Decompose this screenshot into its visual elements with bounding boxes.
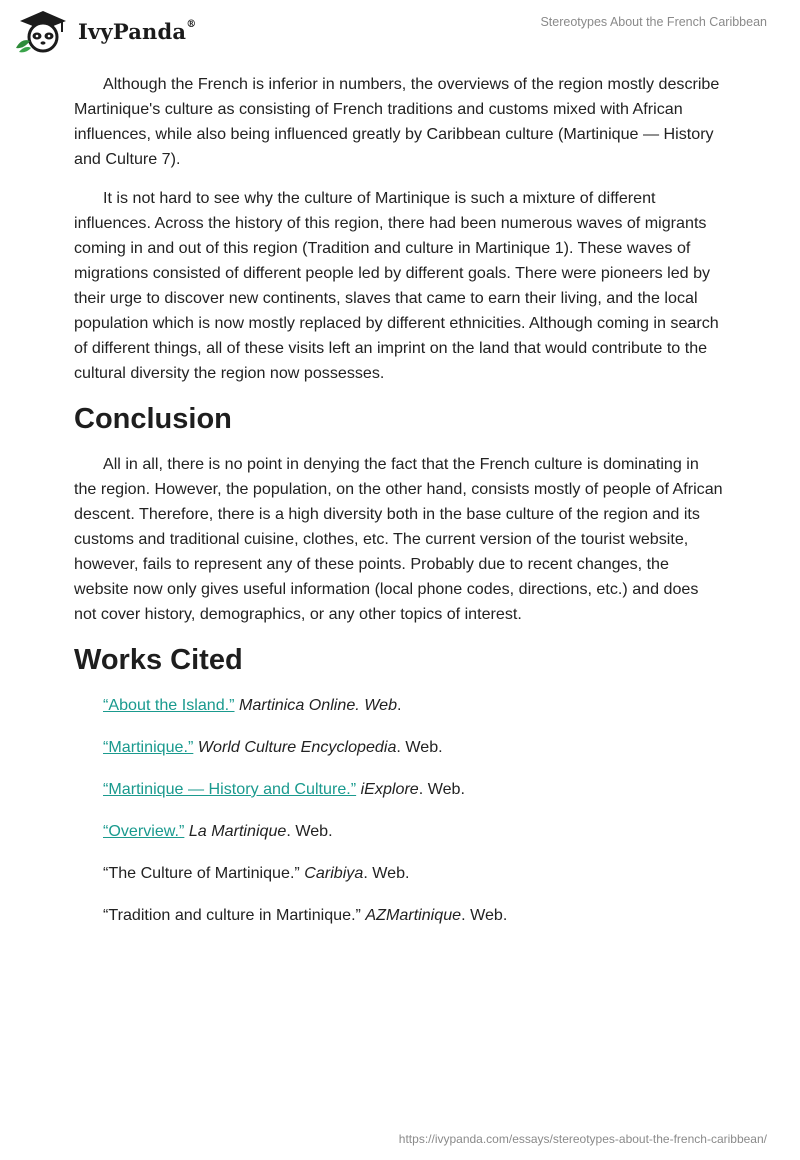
citation-source: iExplore: [360, 780, 419, 798]
page-header: [0, 0, 800, 60]
citation: [103, 903, 724, 928]
citation: [103, 861, 724, 886]
citation-tail: . Web.: [286, 822, 333, 840]
essay-content: [74, 72, 724, 945]
citation-tail: . Web.: [461, 906, 508, 924]
conclusion-heading: Conclusion: [74, 403, 232, 435]
citation-source: La Martinique: [188, 822, 287, 840]
citation: [103, 819, 724, 844]
citation-link[interactable]: “About the Island.”: [103, 696, 235, 714]
citation-tail: .: [397, 696, 402, 714]
citation-tail: . Web.: [363, 864, 410, 882]
citation-title: “Tradition and culture in Martinique.”: [103, 906, 361, 924]
citation-link[interactable]: “Martinique.”: [103, 738, 194, 756]
works-cited-heading: Works Cited: [74, 644, 243, 676]
paragraph: All in all, there is no point in denying the fact that the French culture is dominating in the region. However, the population, on the other hand, consists mostly of people of African descent. Therefore, there is a high diversity both in the base culture of the region and its customs and traditional cuisine, clothes, etc. The current version of the tourist website, however, fails to represent any of these points. Probably due to recent changes, the website now only gives useful information (local phone codes, directions, etc.) and does not cover history, demographics, or any other topics of interest.: [74, 455, 723, 623]
citation-source: World Culture Encyclopedia: [197, 738, 397, 756]
citation-tail: . Web.: [396, 738, 443, 756]
citation-source: Caribiya: [304, 864, 364, 882]
citation-source: Martinica Online. Web: [239, 696, 398, 714]
citation-source: AZMartinique: [365, 906, 462, 924]
logo-text: IvyPanda®: [78, 18, 197, 44]
page-header-title: Stereotypes About the French Caribbean: [540, 15, 767, 29]
paragraph: Although the French is inferior in numbers, the overviews of the region mostly describe Martinique's culture as consisting of French traditions and customs mixed with African influences, while also being influenced greatly by Caribbean culture (Martinique — History and Culture 7).: [74, 75, 720, 168]
citation: [103, 777, 724, 802]
paragraph: It is not hard to see why the culture of Martinique is such a mixture of different influences. Across the history of this region, there had been numerous waves of migrants coming in and out of this region (Tradition and culture in Martinique 1). These waves of migrations consisted of different people led by different goals. There were pioneers led by their urge to discover new continents, slaves that came to earn their living, and the local population which is now mostly replaced by different ethnicities. Although coming in search of different things, all of these visits left an imprint on the land that would contribute to the cultural diversity the region now possesses.: [74, 189, 719, 382]
logo[interactable]: [12, 8, 196, 54]
citation-tail: . Web.: [418, 780, 465, 798]
panda-logo-icon: [12, 8, 74, 54]
citation: [103, 693, 724, 718]
registered-mark: ®: [186, 18, 197, 30]
citation: [103, 735, 724, 760]
citation-link[interactable]: “Overview.”: [103, 822, 185, 840]
citation-link[interactable]: “Martinique — History and Culture.”: [103, 780, 357, 798]
footer-url[interactable]: https://ivypanda.com/essays/stereotypes-about-the-french-caribbean/: [398, 1132, 767, 1146]
citation-title: “The Culture of Martinique.”: [103, 864, 300, 882]
